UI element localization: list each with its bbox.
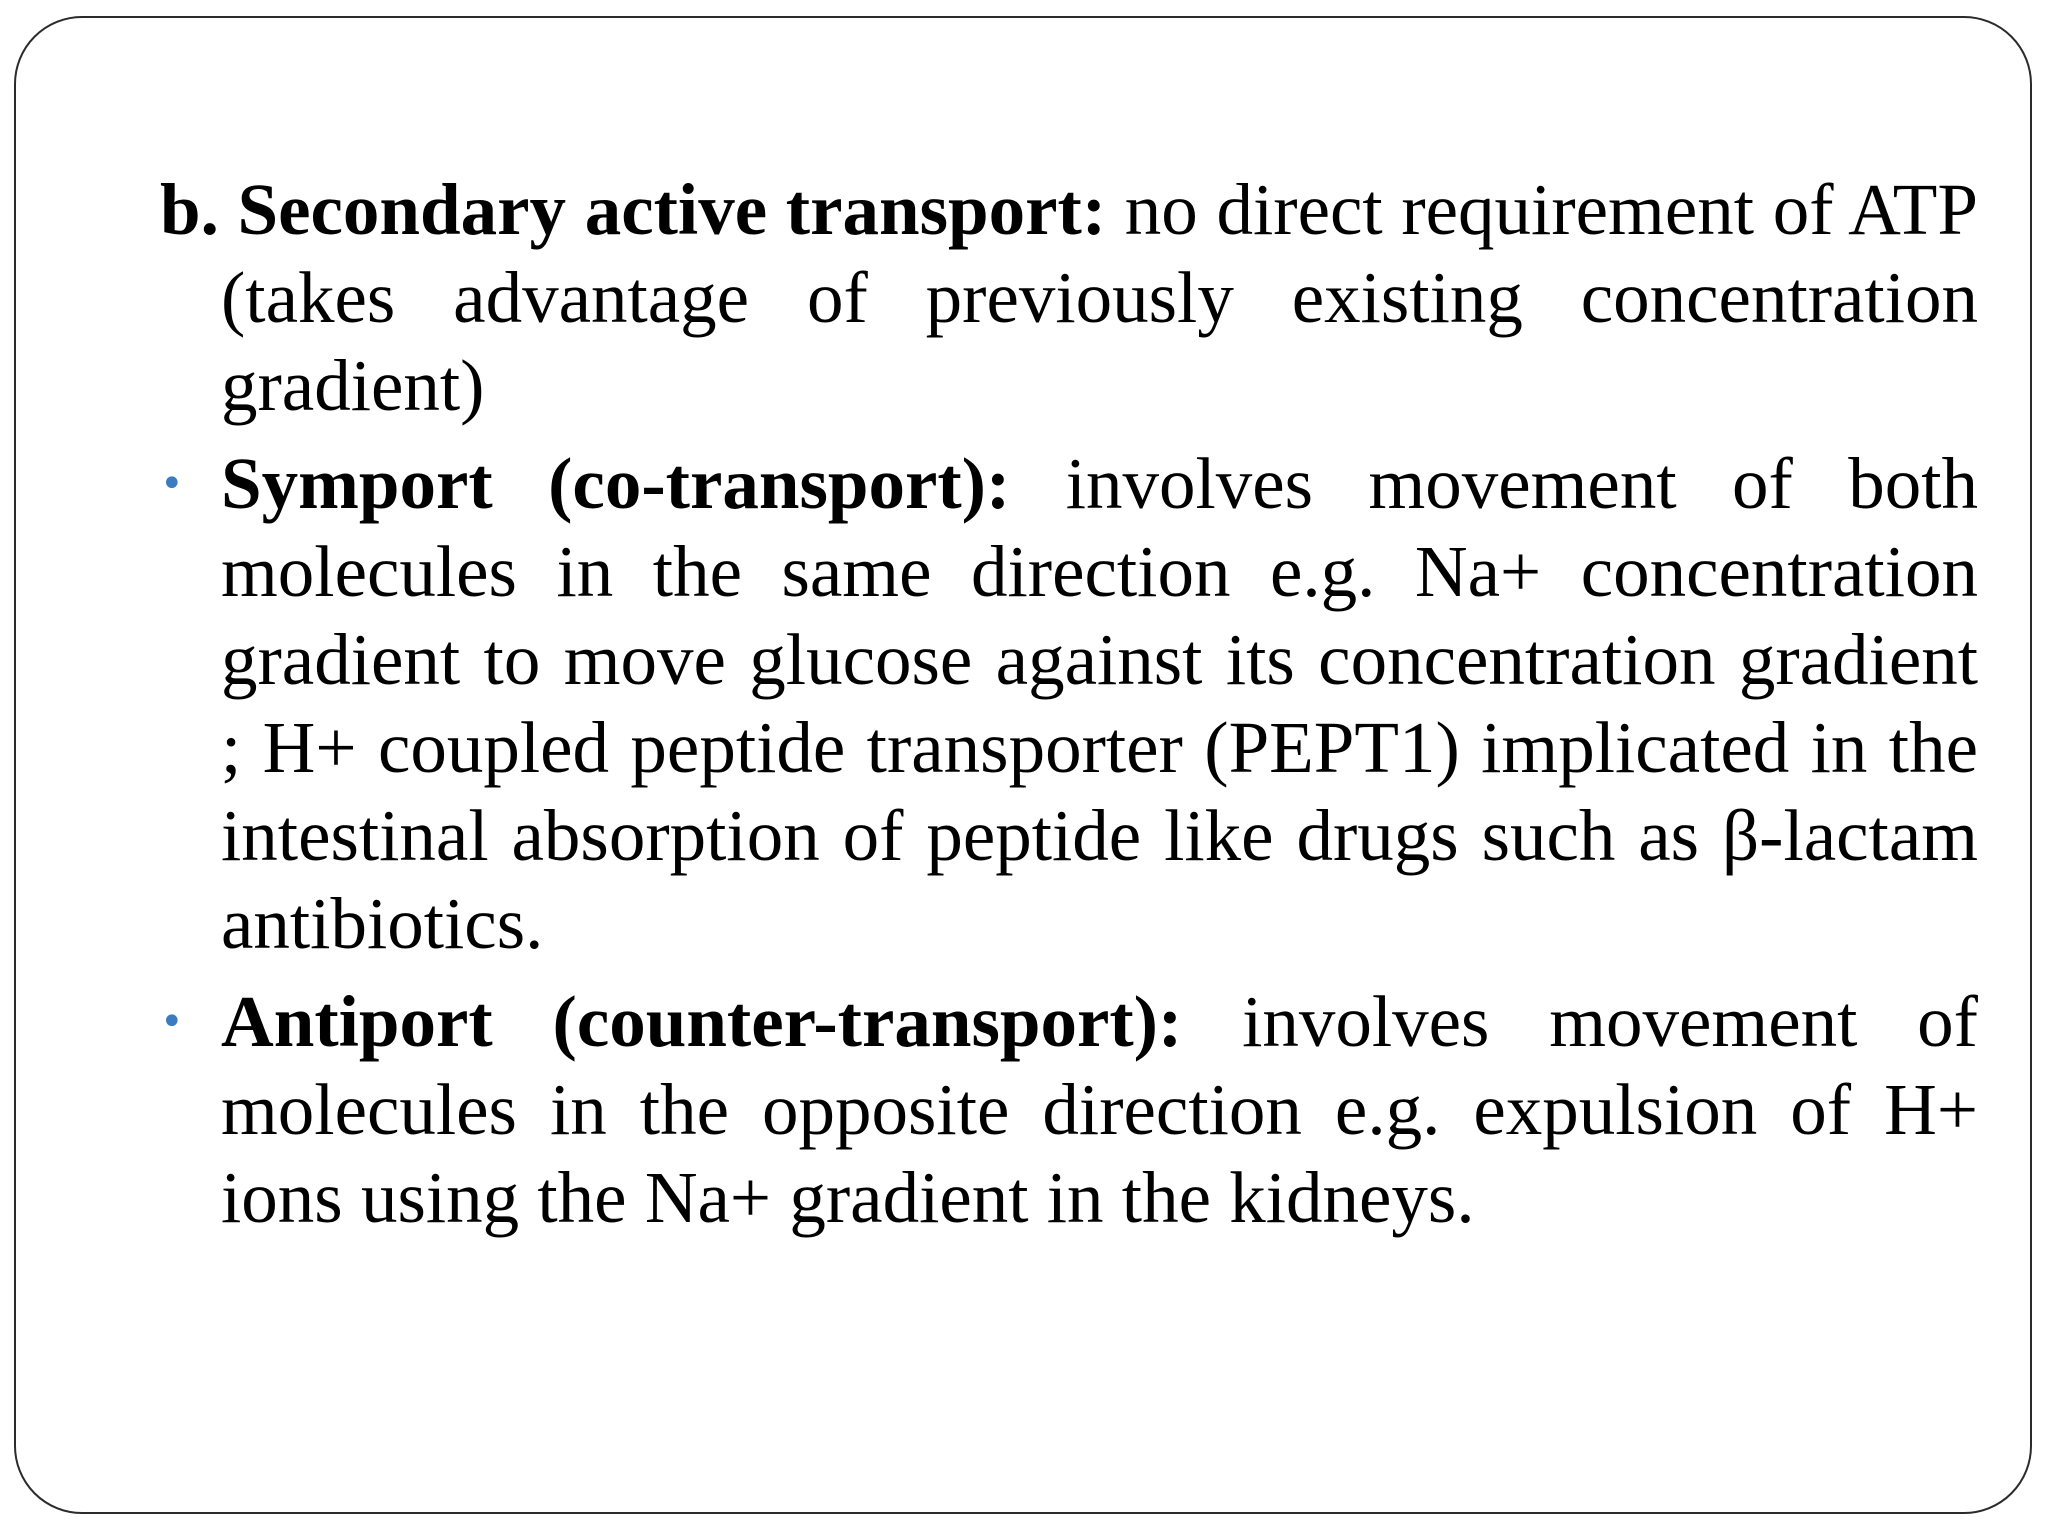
- bullet-dot-icon: •: [160, 461, 184, 507]
- symport-description: involves movement of both molecules in the same direction e.g. Na+ concentration gradient to move glucose against its concentration gradient ; H+ coupled peptide transporter (PEPT1) implicated in the intestinal absorption of peptide like drugs such as β-lactam antibiotics.: [221, 443, 1978, 964]
- bullet-dot-icon: •: [160, 999, 184, 1045]
- symport-term: Symport (co-transport):: [221, 443, 1011, 524]
- slide-body: [160, 166, 1978, 1252]
- antiport-term: Antiport (counter-transport):: [221, 981, 1183, 1062]
- symport-bullet: [160, 440, 1978, 968]
- secondary-active-transport-description: no direct requirement of ATP (takes advantage of previously existing concentration gradient): [221, 169, 1978, 426]
- secondary-active-transport-paragraph: [160, 166, 1978, 430]
- antiport-bullet: [160, 978, 1978, 1242]
- antiport-description: involves movement of molecules in the opposite direction e.g. expulsion of H+ ions using the Na+ gradient in the kidneys.: [221, 981, 1978, 1238]
- secondary-active-transport-term: b. Secondary active transport:: [160, 169, 1107, 250]
